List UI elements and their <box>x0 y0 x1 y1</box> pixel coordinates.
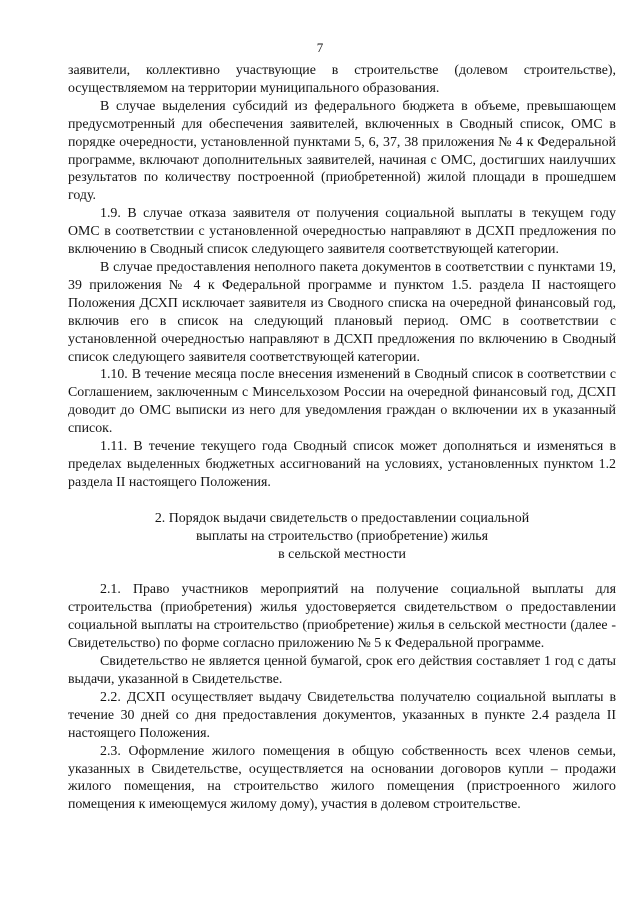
paragraph-2-1: 2.1. Право участников мероприятий на получение социальной выплаты для строительства (приобретения) жилья удостоверяется свидетельством о предоставлении социальной выплаты на строительство (приобретение) жилья в сельской местности (далее - Свидетельство) по форме согласно приложению № 5 к Федеральной программе. <box>68 582 616 652</box>
paragraph-2-2: 2.2. ДСХП осуществляет выдачу Свидетельства получателю социальной выплаты в течение 30 дней со дня предоставления документов, указанных в пункте 2.4 раздела II настоящего Положения. <box>68 689 616 741</box>
section-heading-line-2: выплаты на строительство (приобретение) жилья <box>196 528 488 544</box>
section-heading-line-1: 2. Порядок выдачи свидетельств о предоставлении социальной <box>154 510 530 526</box>
section-heading <box>68 510 616 564</box>
paragraph-1-10: 1.10. В течение месяца после внесения изменений в Сводный список в соответствии с Соглашением, заключенным с Минсельхозом России на очередной финансовый год, ДСХП доводит до ОМС выписки из него для уведомления граждан о включении их в указанный список. <box>68 367 616 437</box>
document-body <box>68 62 616 814</box>
section-heading-line-3: в сельской местности <box>278 546 406 562</box>
page-number: 7 <box>316 40 324 55</box>
paragraph-continuation: заявители, коллективно участвующие в строительстве (долевом строительстве), осуществляемом на территории муниципального образования. <box>68 63 616 96</box>
paragraph-federal-subsidy: В случае выделения субсидий из федерального бюджета в объеме, превышающем предусмотренный для обеспечения заявителей, включенных в Сводный список, ОМС в порядке очередности, установленной пунктами 5, 6, 37, 38 приложения № 4 к Федеральной программе, включают дополнительных заявителей, начиная с ОМС, достигших наилучших результатов по количеству построенной (приобретенной) жилой площади в прошедшем году. <box>68 98 616 204</box>
paragraph-2-3: 2.3. Оформление жилого помещения в общую собственность всех членов семьи, указанных в Свидетельстве, осуществляется на основании договоров купли – продажи жилого помещения, на строительство жилого помещения (пристроенного жилого помещения к имеющемуся жилому дому), участия в долевом строительстве. <box>68 743 616 813</box>
paragraph-1-9: 1.9. В случае отказа заявителя от получения социальной выплаты в текущем году ОМС в соответствии с установленной очередностью направляют в ДСХП предложения по включению в Сводный список следующего заявителя соответствующей категории. <box>68 206 616 258</box>
paragraph-certificate-validity: Свидетельство не является ценной бумагой, срок его действия составляет 1 год с даты выдачи, указанной в Свидетельстве. <box>68 654 616 687</box>
paragraph-1-11: 1.11. В течение текущего года Сводный список может дополняться и изменяться в пределах выделенных бюджетных ассигнований на условиях, установленных пунктом 1.2 раздела II настоящего Положения. <box>68 439 616 490</box>
paragraph-incomplete-documents: В случае предоставления неполного пакета документов в соответствии с пунктами 19, 39 приложения № 4 к Федеральной программе и пунктом 1.5. раздела II настоящего Положения ДСХП исключает заявителя из Сводного списка на очередной финансовый год, включив его в список на следующий плановый период. ОМС в соответствии с установленной очередностью направляют в ДСХП предложения по включению в Сводный список следующего заявителя соответствующей категории. <box>68 259 616 365</box>
